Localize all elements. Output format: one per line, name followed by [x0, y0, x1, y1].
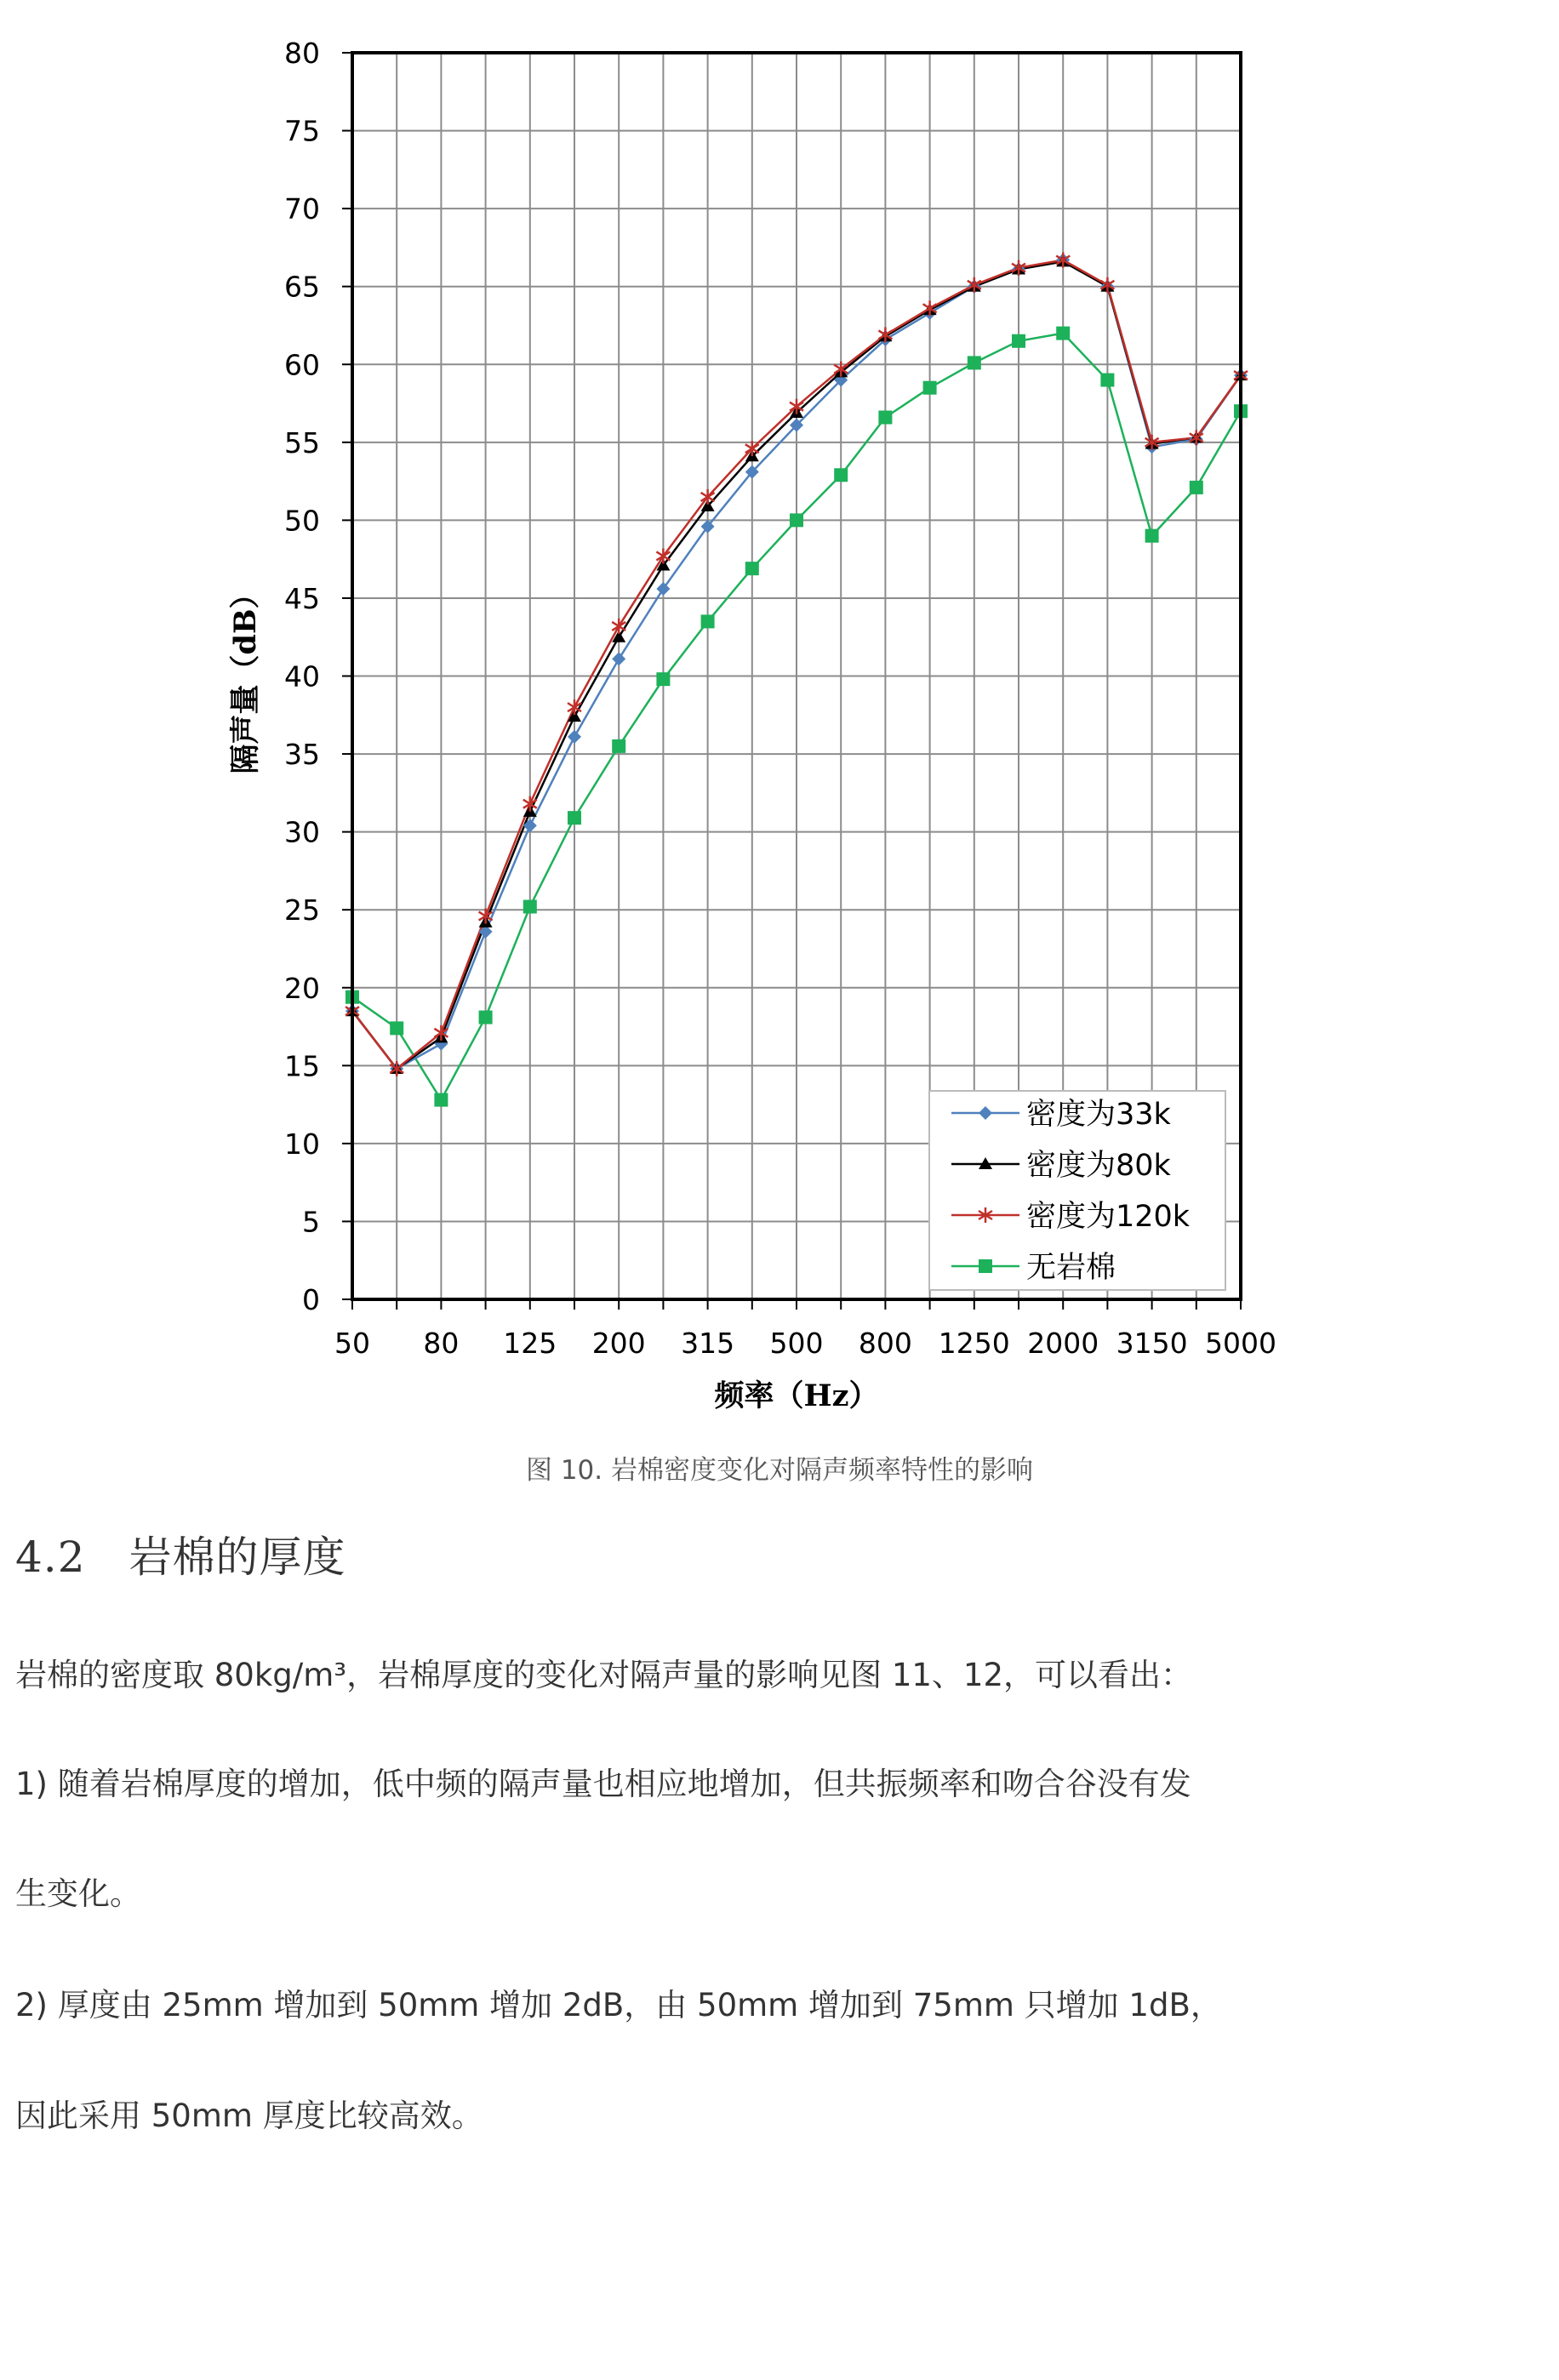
x-tick-label: 500 [769, 1327, 824, 1360]
y-axis [284, 37, 352, 1316]
x-tick-label: 800 [858, 1327, 912, 1360]
data-point [878, 411, 892, 425]
legend-label: 密度为33k [1026, 1098, 1171, 1132]
legend-label: 密度为120k [1026, 1200, 1191, 1234]
paragraph-2-line-2: 生变化。 [15, 1875, 141, 1912]
data-point [834, 468, 848, 482]
y-tick-label: 40 [284, 659, 320, 693]
data-point [1190, 481, 1203, 494]
y-axis-label: 隔声量（dB） [228, 579, 263, 774]
data-point [656, 582, 670, 596]
data-point [390, 1021, 403, 1035]
data-point [1012, 334, 1025, 348]
x-tick-label: 5000 [1205, 1327, 1276, 1360]
legend-marker [979, 1259, 992, 1273]
paragraph-1: 岩棉的密度取 80kg/m³，岩棉厚度的变化对隔声量的影响见图 11、12，可以看出： [15, 1657, 1193, 1693]
y-tick-label: 45 [284, 581, 320, 615]
x-axis-label: 频率（Hz） [714, 1378, 879, 1413]
legend-label: 无岩棉 [1026, 1251, 1116, 1285]
y-tick-label: 5 [302, 1205, 320, 1239]
data-point [568, 730, 581, 744]
data-point [701, 614, 715, 628]
section-heading: 4.2 岩棉的厚度 [15, 1532, 346, 1582]
data-point [1056, 327, 1070, 340]
paragraph-2-line-1: 1) 随着岩棉厚度的增加，低中频的隔声量也相应地增加，但共振频率和吻合谷没有发 [15, 1766, 1191, 1802]
y-tick-label: 30 [284, 815, 320, 849]
data-point [523, 900, 537, 914]
y-tick-label: 50 [284, 504, 320, 538]
x-tick-label: 3150 [1116, 1327, 1188, 1360]
data-point [968, 356, 981, 369]
x-tick-label: 315 [681, 1327, 735, 1360]
paragraph-3-line-2: 因此采用 50mm 厚度比较高效。 [15, 2097, 483, 2134]
legend-label: 密度为80k [1026, 1149, 1171, 1183]
data-point [1100, 374, 1114, 387]
x-tick-label: 200 [591, 1327, 646, 1360]
paragraph-3-line-1: 2) 厚度由 25mm 增加到 50mm 增加 2dB，由 50mm 增加到 75mm 只增加 1dB， [15, 1987, 1222, 2023]
data-point [923, 381, 937, 395]
data-point [479, 1011, 493, 1024]
data-point [612, 739, 625, 753]
data-point [656, 672, 670, 686]
data-point [612, 619, 625, 634]
x-tick-label: 80 [423, 1327, 460, 1360]
y-tick-label: 80 [284, 37, 320, 70]
y-tick-label: 55 [284, 425, 320, 459]
x-tick-label: 125 [503, 1327, 557, 1360]
y-tick-label: 10 [284, 1127, 320, 1161]
data-point [790, 513, 803, 527]
y-tick-label: 70 [284, 192, 320, 226]
y-tick-label: 75 [284, 114, 320, 148]
y-tick-label: 20 [284, 971, 320, 1005]
y-tick-label: 0 [302, 1283, 320, 1316]
data-point [434, 1093, 448, 1107]
x-tick-label: 2000 [1027, 1327, 1099, 1360]
x-tick-label: 50 [334, 1327, 370, 1360]
data-point [745, 562, 759, 575]
data-point [568, 811, 581, 825]
y-tick-label: 25 [284, 893, 320, 927]
y-tick-label: 35 [284, 738, 320, 772]
y-tick-label: 15 [284, 1049, 320, 1083]
y-tick-label: 60 [284, 348, 320, 382]
y-tick-label: 65 [284, 270, 320, 304]
data-point [612, 652, 625, 665]
legend [929, 1091, 1225, 1290]
x-axis [334, 1299, 1276, 1360]
figure-caption: 图 10. 岩棉密度变化对隔声频率特性的影响 [525, 1455, 1033, 1486]
x-tick-label: 1250 [938, 1327, 1010, 1360]
data-point [1145, 529, 1159, 543]
